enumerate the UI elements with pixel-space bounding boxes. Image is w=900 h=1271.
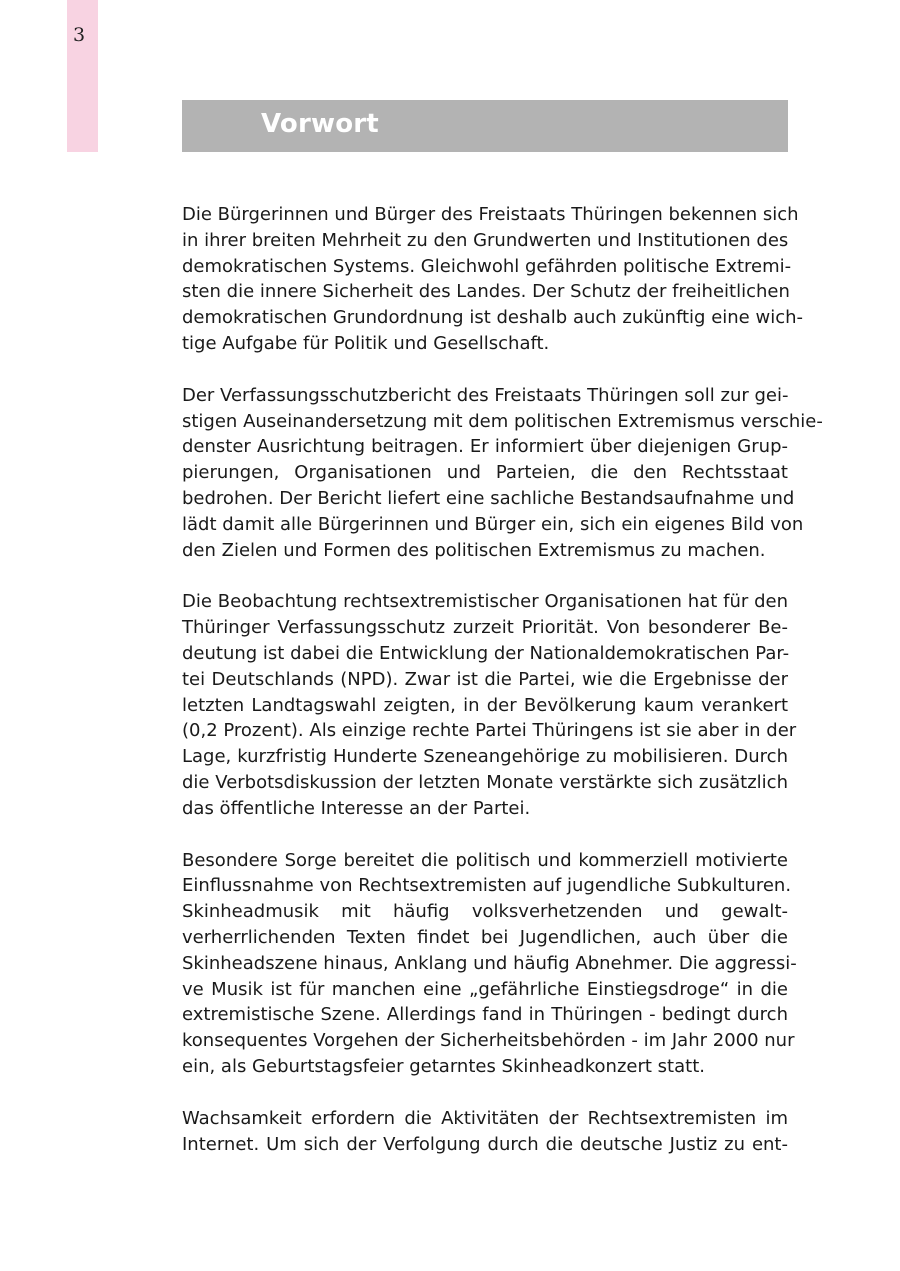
text-line: Wachsamkeit erfordern die Aktivitäten der Rechtsextremisten im <box>182 1107 788 1129</box>
page-side-tab <box>67 0 98 152</box>
text-line: Internet. Um sich der Verfolgung durch die deutsche Justiz zu ent- <box>182 1133 788 1155</box>
paragraph <box>182 202 803 357</box>
text-line: Skinheadszene hinaus, Anklang und häufig Abnehmer. Die aggressi- <box>182 952 797 974</box>
text-line: ein, als Geburtstagsfeier getarntes Skinheadkonzert statt. <box>182 1055 705 1077</box>
page-number: 3 <box>73 24 86 46</box>
text-line: Der Verfassungsschutzbericht des Freistaats Thüringen soll zur gei- <box>182 384 789 406</box>
body-text <box>182 202 823 1183</box>
text-line: tei Deutschlands (NPD). Zwar ist die Partei, wie die Ergebnisse der <box>182 668 788 690</box>
text-line: extremistische Szene. Allerdings fand in Thüringen - bedingt durch <box>182 1004 788 1026</box>
text-line: Lage, kurzfristig Hunderte Szeneangehörige zu mobilisieren. Durch <box>182 746 788 768</box>
text-line: (0,2 Prozent). Als einzige rechte Partei Thüringens ist sie aber in der <box>182 720 797 742</box>
text-line: Die Beobachtung rechtsextremistischer Organisationen hat für den <box>182 591 788 613</box>
text-line: bedrohen. Der Bericht liefert eine sachliche Bestandsaufnahme und <box>182 487 795 509</box>
paragraph <box>182 1106 788 1158</box>
paragraph <box>182 589 797 821</box>
text-line: deutung ist dabei die Entwicklung der Nationaldemokratischen Par- <box>182 642 790 664</box>
text-line: demokratischen Systems. Gleichwohl gefährden politische Extremi- <box>182 255 792 277</box>
text-line: Einflussnahme von Rechtsextremisten auf jugendliche Subkulturen. <box>182 875 792 897</box>
text-line: demokratischen Grundordnung ist deshalb auch zukünftig eine wich- <box>182 307 803 329</box>
text-line: ve Musik ist für manchen eine „gefährliche Einstiegsdroge“ in die <box>182 978 788 1000</box>
text-line: lädt damit alle Bürgerinnen und Bürger ein, sich ein eigenes Bild von <box>182 513 804 535</box>
text-line: verherrlichenden Texten findet bei Jugendlichen, auch über die <box>182 926 788 948</box>
text-line: Besondere Sorge bereitet die politisch und kommerziell motivierte <box>182 849 788 871</box>
text-line: die Verbotsdiskussion der letzten Monate verstärkte sich zusätzlich <box>182 771 788 793</box>
text-line: sten die innere Sicherheit des Landes. Der Schutz der freiheitlichen <box>182 281 790 303</box>
text-line: Die Bürgerinnen und Bürger des Freistaats Thüringen bekennen sich <box>182 204 799 225</box>
text-line: tige Aufgabe für Politik und Gesellschaft. <box>182 332 550 354</box>
text-line: denster Ausrichtung beitragen. Er informiert über diejenigen Grup- <box>182 436 788 458</box>
paragraph <box>182 383 823 564</box>
text-line: Thüringer Verfassungsschutz zurzeit Priorität. Von besonderer Be- <box>182 617 788 639</box>
text-line: stigen Auseinandersetzung mit dem politischen Extremismus verschie- <box>182 410 823 432</box>
text-line: letzten Landtagswahl zeigten, in der Bevölkerung kaum verankert <box>182 694 788 716</box>
title-bar <box>182 100 788 152</box>
paragraph <box>182 848 797 1080</box>
text-line: pierungen, Organisationen und Parteien, die den Rechtsstaat <box>182 462 788 484</box>
text-line: in ihrer breiten Mehrheit zu den Grundwerten und Institutionen des <box>182 229 789 251</box>
text-line: das öffentliche Interesse an der Partei. <box>182 797 531 819</box>
page-title: Vorwort <box>261 109 379 139</box>
text-line: konsequentes Vorgehen der Sicherheitsbehörden - im Jahr 2000 nur <box>182 1030 795 1052</box>
text-line: Skinheadmusik mit häufig volksverhetzenden und gewalt- <box>182 901 788 923</box>
text-line: den Zielen und Formen des politischen Extremismus zu machen. <box>182 539 766 561</box>
